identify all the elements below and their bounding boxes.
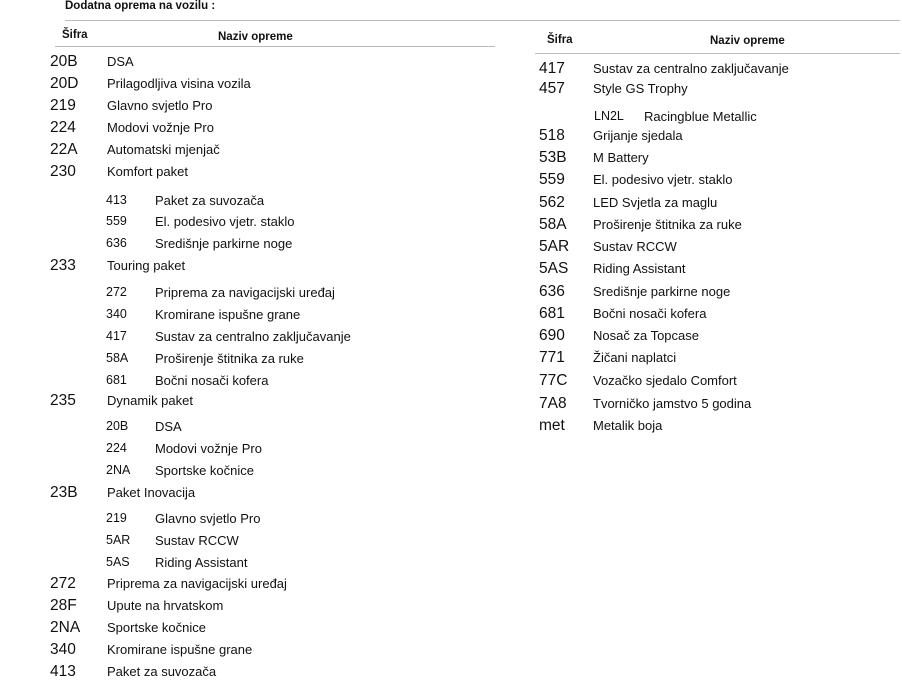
equipment-name: Prilagodljiva visina vozila <box>107 76 251 91</box>
equipment-name: Priprema za navigacijski uređaj <box>155 285 335 300</box>
equipment-code: 5AS <box>106 555 130 569</box>
equipment-code: 28F <box>50 597 77 614</box>
equipment-name: Priprema za navigacijski uređaj <box>107 576 287 591</box>
equipment-code: 224 <box>106 441 127 455</box>
equipment-name: El. podesivo vjetr. staklo <box>155 214 295 229</box>
equipment-code: 272 <box>50 575 76 592</box>
equipment-name: Kromirane ispušne grane <box>107 642 253 657</box>
equipment-name: Paket Inovacija <box>107 485 196 500</box>
equipment-name: Tvorničko jamstvo 5 godina <box>593 396 752 411</box>
left-code-header: Šifra <box>62 29 88 41</box>
equipment-code: 559 <box>539 171 565 188</box>
equipment-code: 636 <box>539 283 565 300</box>
equipment-name: Paket za suvozača <box>155 193 265 208</box>
equipment-name: Komfort paket <box>107 164 188 179</box>
equipment-name: Sportske kočnice <box>107 620 206 635</box>
equipment-code: 636 <box>106 236 127 250</box>
equipment-code: 690 <box>539 327 565 344</box>
equipment-name: El. podesivo vjetr. staklo <box>593 172 733 187</box>
equipment-name: Sustav RCCW <box>593 239 677 254</box>
equipment-code: 5AS <box>539 260 569 277</box>
equipment-name: Racingblue Metallic <box>644 109 757 124</box>
equipment-code: 233 <box>50 257 76 274</box>
equipment-code: 5AR <box>539 238 570 255</box>
equipment-name: Bočni nosači kofera <box>155 373 269 388</box>
equipment-name: Sustav za centralno zaključavanje <box>155 329 351 344</box>
equipment-name: Style GS Trophy <box>593 81 688 96</box>
equipment-name: Grijanje sjedala <box>593 128 683 143</box>
equipment-code: 224 <box>50 119 76 136</box>
equipment-name: Riding Assistant <box>593 261 686 276</box>
equipment-code: 2NA <box>50 619 81 636</box>
equipment-name: Sportske kočnice <box>155 463 254 478</box>
equipment-code: 681 <box>539 305 565 322</box>
equipment-code: 230 <box>50 163 76 180</box>
equipment-code: 235 <box>50 392 76 409</box>
equipment-name: Modovi vožnje Pro <box>155 441 262 456</box>
equipment-code: 20B <box>50 53 78 70</box>
equipment-code: 77C <box>539 372 568 389</box>
right-header-divider <box>535 53 900 54</box>
equipment-name: Riding Assistant <box>155 555 248 570</box>
equipment-name: Upute na hrvatskom <box>107 598 224 613</box>
title-divider <box>65 20 900 21</box>
equipment-code: 219 <box>106 511 127 525</box>
equipment-code: 518 <box>539 127 565 144</box>
equipment-name: Automatski mjenjač <box>107 142 220 157</box>
equipment-code: 340 <box>106 307 127 321</box>
equipment-code: 413 <box>50 663 76 680</box>
equipment-code: 58A <box>106 351 129 365</box>
equipment-code: 417 <box>539 60 565 77</box>
equipment-code: 53B <box>539 149 567 166</box>
equipment-name: Dynamik paket <box>107 393 193 408</box>
equipment-name: Touring paket <box>107 258 186 273</box>
equipment-name: LED Svjetla za maglu <box>593 195 718 210</box>
equipment-name: Središnje parkirne noge <box>593 284 731 299</box>
equipment-name: Žičani naplatci <box>593 350 677 365</box>
equipment-name: Bočni nosači kofera <box>593 306 707 321</box>
equipment-name: Središnje parkirne noge <box>155 236 293 251</box>
equipment-code: 340 <box>50 641 76 658</box>
equipment-name: Sustav za centralno zaključavanje <box>593 61 789 76</box>
equipment-code: 457 <box>539 80 565 97</box>
equipment-code: 219 <box>50 97 76 114</box>
left-name-header: Naziv opreme <box>218 31 293 43</box>
equipment-code: 681 <box>106 373 127 387</box>
equipment-code: 22A <box>50 141 78 158</box>
equipment-name: Paket za suvozača <box>107 664 217 679</box>
equipment-name: Modovi vožnje Pro <box>107 120 214 135</box>
equipment-name: DSA <box>155 419 182 434</box>
equipment-code: 7A8 <box>539 395 567 412</box>
left-header-divider <box>55 46 495 47</box>
equipment-code: 413 <box>106 193 127 207</box>
right-name-header: Naziv opreme <box>710 35 785 47</box>
equipment-name: M Battery <box>593 150 649 165</box>
equipment-name: Glavno svjetlo Pro <box>107 98 213 113</box>
equipment-name: Proširenje štitnika za ruke <box>593 217 742 232</box>
equipment-code: 20B <box>106 419 129 433</box>
equipment-code: 58A <box>539 216 567 233</box>
equipment-name: Kromirane ispušne grane <box>155 307 301 322</box>
equipment-code: 272 <box>106 285 127 299</box>
equipment-name: Proširenje štitnika za ruke <box>155 351 304 366</box>
equipment-code: met <box>539 417 565 434</box>
equipment-name: Nosač za Topcase <box>593 328 699 343</box>
equipment-code: 5AR <box>106 533 131 547</box>
equipment-code: 562 <box>539 194 565 211</box>
equipment-code: 771 <box>539 349 565 366</box>
document-title: Dodatna oprema na vozilu : <box>65 0 216 12</box>
equipment-name: DSA <box>107 54 134 69</box>
equipment-code: LN2L <box>594 109 624 123</box>
equipment-name: Vozačko sjedalo Comfort <box>593 373 737 388</box>
equipment-code: 417 <box>106 329 127 343</box>
equipment-name: Metalik boja <box>593 418 663 433</box>
equipment-code: 20D <box>50 75 79 92</box>
right-code-header: Šifra <box>547 34 573 46</box>
equipment-name: Sustav RCCW <box>155 533 239 548</box>
equipment-code: 2NA <box>106 463 131 477</box>
equipment-code: 559 <box>106 214 127 228</box>
equipment-code: 23B <box>50 484 78 501</box>
equipment-name: Glavno svjetlo Pro <box>155 511 261 526</box>
